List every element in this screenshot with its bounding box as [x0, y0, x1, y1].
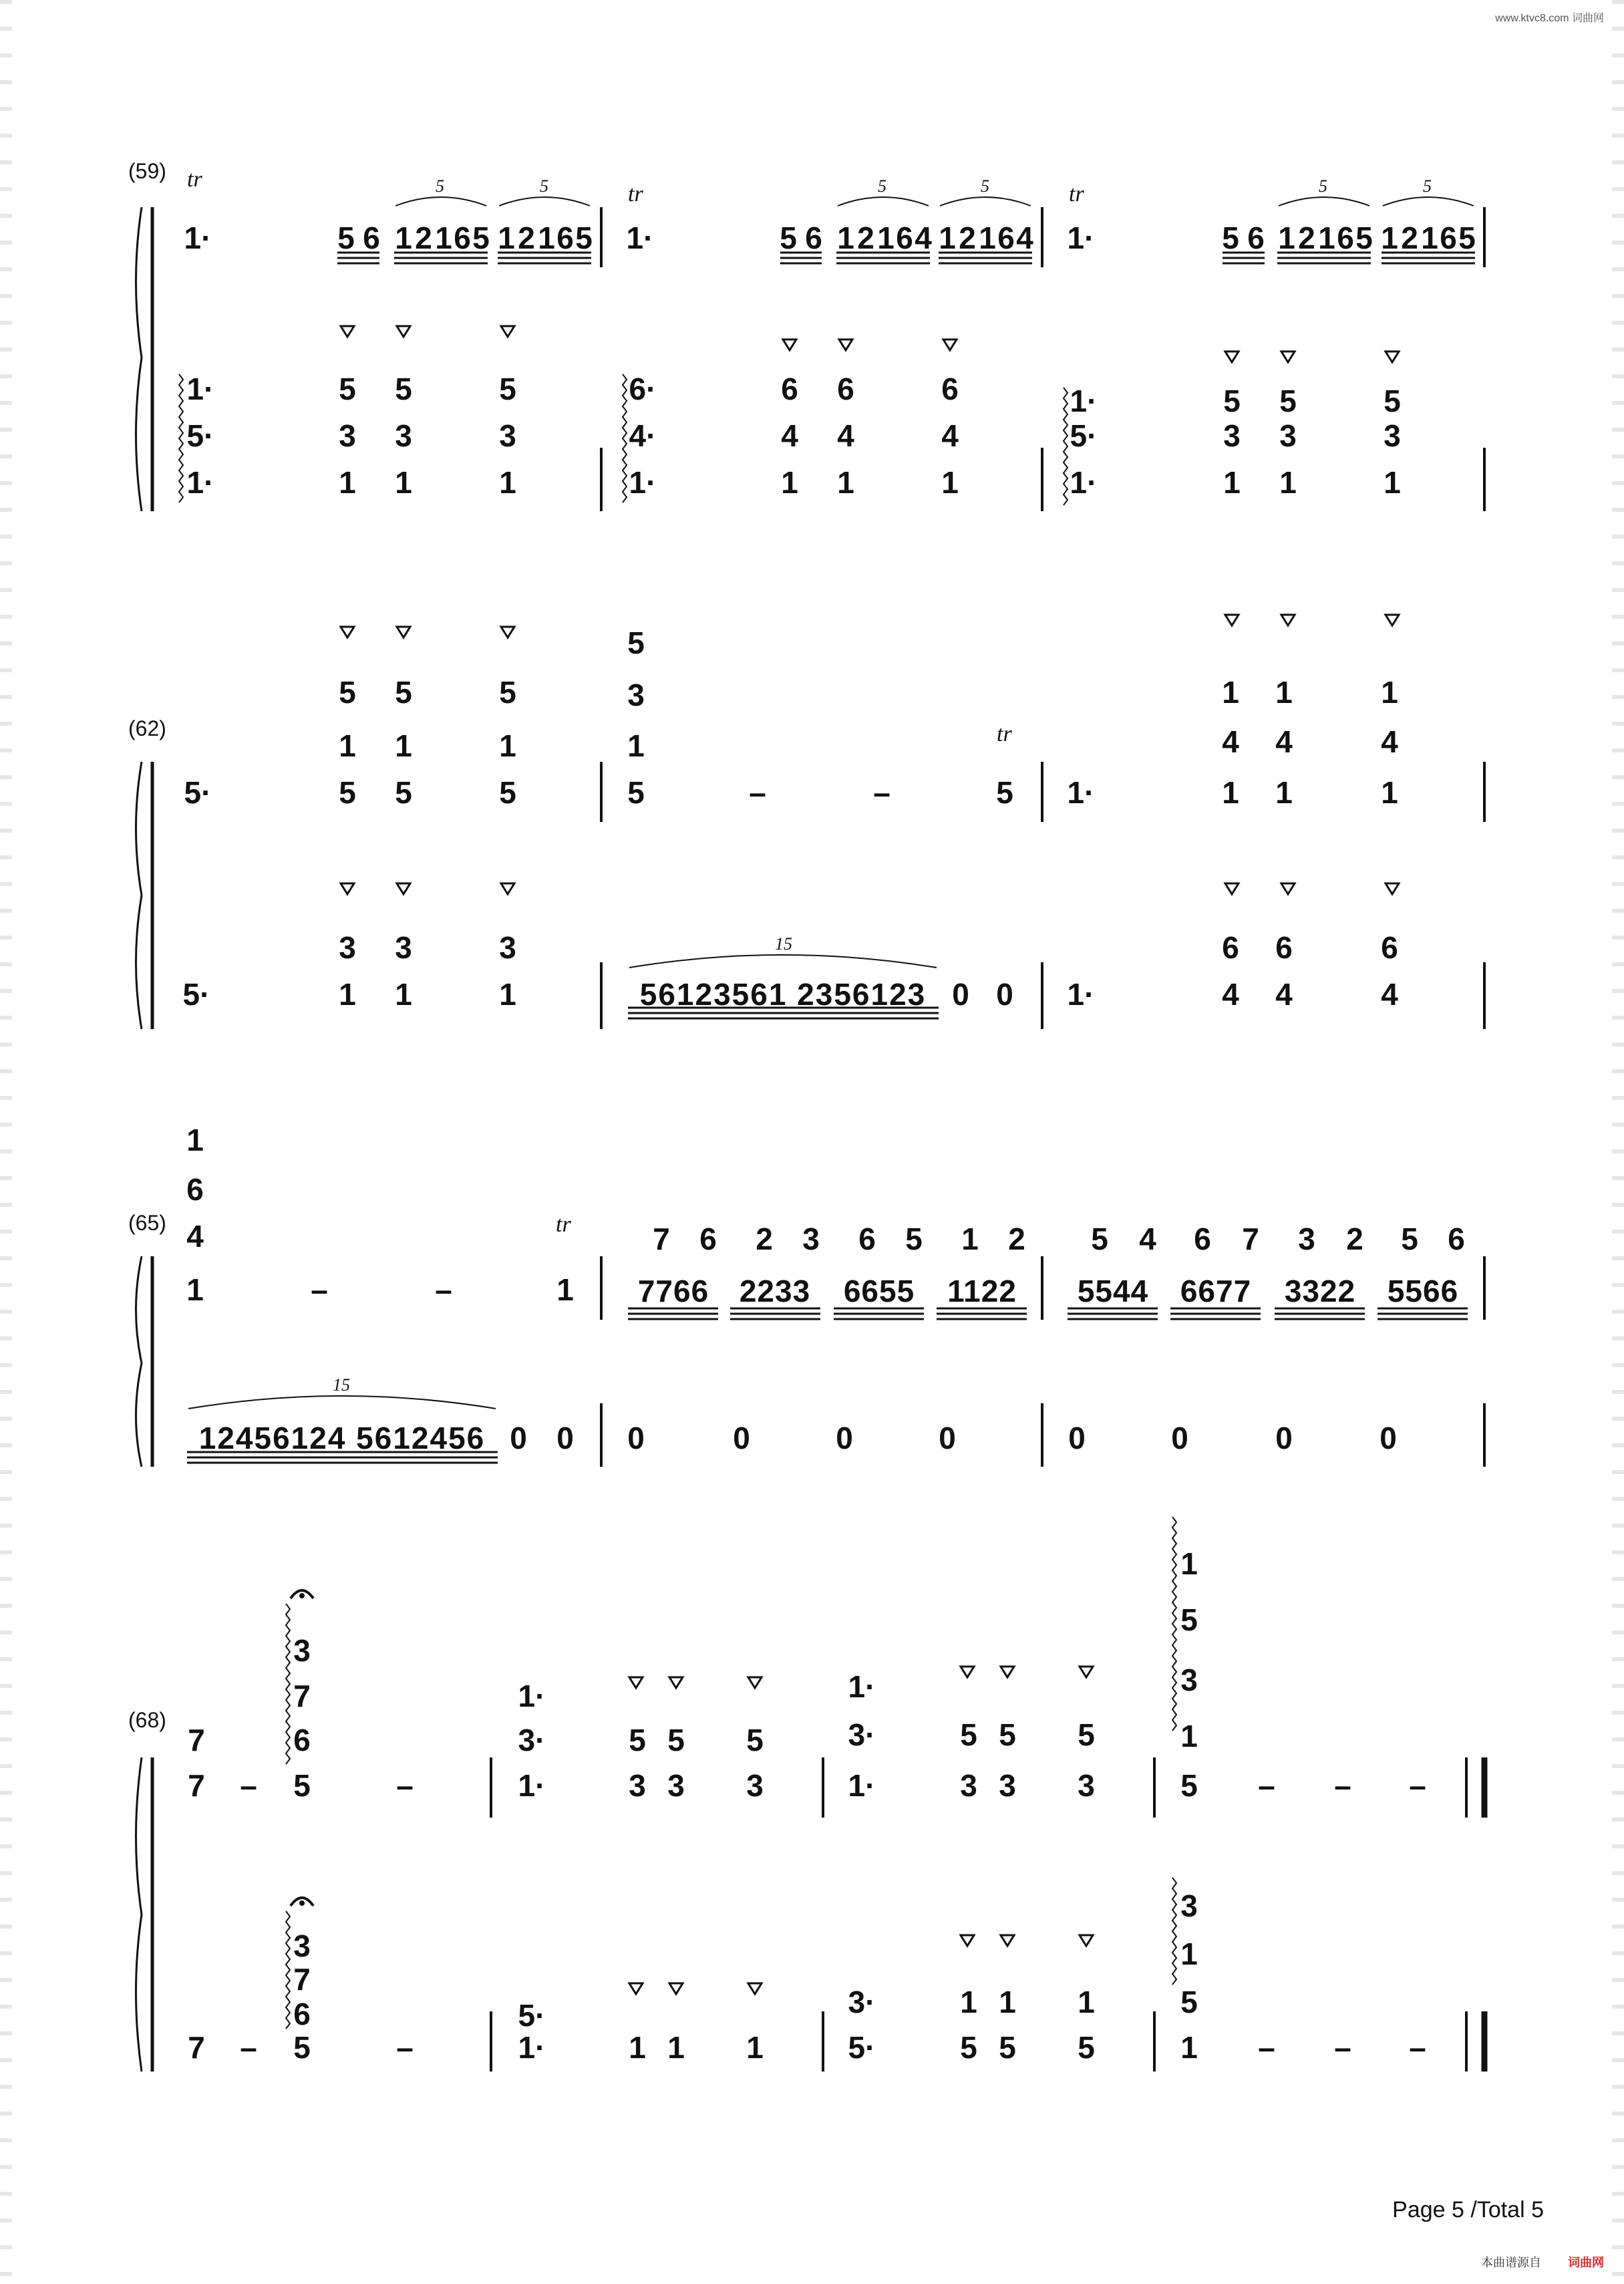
measure-number-68: (68) — [128, 1708, 166, 1732]
rest-dash: – — [240, 1768, 257, 1803]
note: 1 — [339, 977, 356, 1012]
trill-mark: tr — [556, 1212, 571, 1237]
note: 1· — [1070, 465, 1098, 500]
note: 5 — [293, 2030, 311, 2065]
note: 1 — [435, 221, 452, 255]
note: 2 — [415, 221, 432, 255]
note: 2 — [1298, 221, 1315, 255]
note: 5 — [337, 221, 355, 255]
note: 6 — [1194, 1222, 1211, 1256]
tuplet-number: 5 — [1423, 176, 1432, 196]
note: 1 — [186, 1123, 204, 1157]
note: 1 — [499, 728, 516, 763]
rest-dash: – — [396, 2030, 414, 2065]
trill-mark: tr — [997, 722, 1012, 746]
note: 1 — [1381, 775, 1398, 810]
note: 5· — [518, 1998, 546, 2033]
note: 3 — [1223, 418, 1241, 453]
run-notes: 12456124 5612456 — [198, 1421, 486, 1455]
note: 5 — [999, 2030, 1016, 2065]
note: 1· — [1067, 775, 1095, 810]
note: 1· — [1067, 221, 1095, 255]
note: 6 — [896, 221, 913, 255]
note: 3 — [667, 1768, 685, 1803]
tuplet-number: 5 — [540, 176, 548, 196]
measure-number-59: (59) — [128, 159, 166, 183]
rest-dash: – — [396, 1768, 414, 1803]
note: 3 — [1180, 1888, 1198, 1923]
rest-zero: 0 — [556, 1421, 574, 1455]
note: 6 — [805, 221, 822, 255]
note: 5 — [1384, 384, 1401, 418]
note: 4 — [1016, 221, 1033, 255]
rest-dash: – — [1334, 1768, 1351, 1803]
source-credit — [1481, 2253, 1604, 2271]
rest-zero: 0 — [510, 1421, 527, 1455]
tuplet-number: 5 — [981, 176, 989, 196]
note: 5 — [1458, 221, 1476, 255]
note: 1 — [1223, 465, 1241, 500]
note: 3 — [1279, 418, 1297, 453]
note: 4 — [915, 221, 932, 255]
note: 3 — [999, 1768, 1016, 1803]
note: 5 — [339, 675, 356, 710]
note: 2 — [1401, 221, 1418, 255]
note: 1· — [1070, 384, 1098, 418]
note: 1 — [1318, 221, 1335, 255]
rest-zero: 0 — [939, 1421, 956, 1455]
measure-number-62: (62) — [128, 716, 166, 740]
note: 6 — [1275, 930, 1293, 965]
note: 5 — [1078, 2030, 1095, 2065]
note: 5 — [395, 775, 412, 810]
note: 4 — [186, 1219, 204, 1254]
note-group: 1122 — [947, 1274, 1017, 1308]
page-indicator: Page 5 /Total 5 — [1392, 2197, 1544, 2223]
note: 5 — [1180, 1768, 1198, 1803]
note: 5· — [848, 2030, 876, 2065]
note: 5 — [1078, 1717, 1095, 1752]
rest-zero: 0 — [952, 977, 969, 1012]
trill-mark: tr — [187, 167, 202, 192]
note: 3 — [627, 678, 645, 712]
tuplet-number: 5 — [436, 176, 444, 196]
note: 1 — [1381, 221, 1398, 255]
note: 3· — [848, 1717, 876, 1752]
rest-zero: 0 — [627, 1421, 645, 1455]
note: 1 — [499, 465, 516, 500]
note: 6 — [1247, 221, 1265, 255]
note: 4 — [1139, 1222, 1156, 1256]
note: 5 — [1355, 221, 1373, 255]
run-notes: 56123561 2356123 — [639, 977, 927, 1012]
note: 1 — [1180, 2030, 1198, 2065]
note: 5· — [182, 977, 210, 1012]
note: 6 — [837, 372, 854, 406]
note: 6 — [1448, 1222, 1465, 1256]
tuplet-number: 5 — [878, 176, 886, 196]
rest-dash: – — [749, 775, 766, 810]
note-group: 5544 — [1077, 1274, 1149, 1308]
note: 1 — [395, 728, 412, 763]
trill-mark: tr — [628, 182, 643, 206]
rest-dash: – — [1334, 2030, 1351, 2065]
note: 6 — [1381, 930, 1398, 965]
note: 5 — [667, 1723, 685, 1757]
note: 5 — [1180, 1602, 1198, 1637]
note: 1 — [999, 1985, 1016, 2019]
note: 1 — [1078, 1985, 1095, 2019]
note: 3 — [499, 418, 516, 453]
rest-dash: – — [435, 1272, 452, 1307]
note: 5 — [499, 372, 516, 406]
note: 4 — [941, 418, 959, 453]
note: 1 — [538, 221, 555, 255]
note: 2 — [1008, 1222, 1025, 1256]
note-group: 3322 — [1284, 1274, 1356, 1308]
note: 1 — [1180, 1937, 1198, 1971]
rest-dash: – — [1258, 1768, 1275, 1803]
note: 7 — [188, 1723, 205, 1757]
rest-zero: 0 — [996, 977, 1013, 1012]
note: 6· — [629, 372, 657, 406]
note: 1 — [629, 2030, 646, 2065]
note: 3· — [518, 1723, 546, 1757]
note: 6 — [997, 221, 1015, 255]
note: 5 — [1401, 1222, 1418, 1256]
note-group: 2233 — [739, 1274, 811, 1308]
note: 1 — [781, 465, 798, 500]
note: 1 — [939, 221, 956, 255]
rest-dash: – — [1409, 2030, 1426, 2065]
note: 2 — [518, 221, 535, 255]
note: 3 — [802, 1222, 820, 1256]
note: 1· — [186, 372, 214, 406]
rest-dash: – — [311, 1272, 328, 1307]
note: 1 — [1180, 1546, 1198, 1581]
note: 6 — [454, 221, 471, 255]
note: 5 — [575, 221, 593, 255]
note-group: 6677 — [1180, 1274, 1252, 1308]
note: 7 — [293, 1679, 311, 1713]
note: 6 — [556, 221, 574, 255]
note: 4 — [1381, 724, 1398, 759]
note: 5 — [499, 675, 516, 710]
rest-dash: – — [1409, 1768, 1426, 1803]
note: 7 — [188, 2030, 205, 2065]
rest-dash: – — [1258, 2030, 1275, 2065]
note: 1 — [1180, 1719, 1198, 1753]
note: 5 — [1222, 221, 1239, 255]
note: 3 — [1384, 418, 1401, 453]
note: 6 — [781, 372, 798, 406]
note: 5 — [395, 372, 412, 406]
note: 3 — [960, 1768, 977, 1803]
note: 5 — [996, 775, 1013, 810]
note: 6 — [941, 372, 959, 406]
rest-zero: 0 — [733, 1421, 750, 1455]
note: 5 — [960, 1717, 977, 1752]
note: 4 — [1222, 977, 1239, 1012]
note: 7 — [1242, 1222, 1259, 1256]
note: 4 — [1381, 977, 1398, 1012]
note: 1· — [848, 1669, 876, 1704]
tuplet-number: 15 — [775, 934, 792, 954]
note: 7 — [653, 1222, 670, 1256]
note: 1 — [877, 221, 895, 255]
tuplet-number: 15 — [333, 1375, 350, 1395]
note: 1· — [518, 1768, 546, 1803]
note: 5 — [339, 372, 356, 406]
note: 1 — [837, 221, 854, 255]
note: 1 — [186, 1272, 204, 1307]
note: 1 — [1222, 675, 1239, 710]
note: 1 — [1381, 675, 1398, 710]
note: 2 — [857, 221, 874, 255]
rest-dash: – — [873, 775, 890, 810]
note: 1 — [979, 221, 996, 255]
note: 7 — [293, 1962, 311, 1997]
note: 6 — [363, 221, 380, 255]
note: 1 — [941, 465, 959, 500]
note: 1 — [395, 465, 412, 500]
note: 1 — [667, 2030, 685, 2065]
note: 3 — [339, 418, 356, 453]
note: 5 — [1180, 1985, 1198, 2019]
note: 6 — [293, 1723, 311, 1757]
note: 2 — [959, 221, 976, 255]
note: 3 — [293, 1929, 311, 1963]
note: 1 — [746, 2030, 764, 2065]
note: 2 — [1346, 1222, 1363, 1256]
note: 5 — [627, 775, 645, 810]
note-group: 5566 — [1387, 1274, 1459, 1308]
tuplet-number: 5 — [1319, 176, 1327, 196]
note: 4· — [629, 418, 657, 453]
note: 5 — [1091, 1222, 1108, 1256]
note: 6 — [293, 1997, 311, 2031]
note: 1· — [184, 221, 212, 255]
note: 6 — [1222, 930, 1239, 965]
note: 5 — [780, 221, 797, 255]
note: 3 — [1078, 1768, 1095, 1803]
site-header: www.ktvc8.com 词曲网 — [1495, 13, 1604, 24]
note: 4 — [1222, 724, 1239, 759]
note: 1 — [837, 465, 854, 500]
note: 6 — [186, 1172, 204, 1207]
note: 1 — [339, 465, 356, 500]
note: 4 — [837, 418, 854, 453]
note: 1 — [339, 728, 356, 763]
note: 4 — [1275, 724, 1293, 759]
note: 1 — [1222, 775, 1239, 810]
note-group: 6655 — [843, 1274, 915, 1308]
note: 5 — [629, 1723, 646, 1757]
rest-zero: 0 — [1068, 1421, 1086, 1455]
note: 7 — [188, 1768, 205, 1803]
note: 2 — [756, 1222, 773, 1256]
note: 1 — [556, 1272, 574, 1307]
note: 1· — [518, 2030, 546, 2065]
note: 1 — [1278, 221, 1295, 255]
note: 5 — [395, 675, 412, 710]
rest-zero: 0 — [836, 1421, 853, 1455]
note: 1· — [629, 465, 657, 500]
note: 5· — [186, 418, 214, 453]
note: 5 — [960, 2030, 977, 2065]
note: 5 — [746, 1723, 764, 1757]
trill-mark: tr — [1069, 182, 1084, 206]
note: 3· — [848, 1985, 876, 2019]
note: 5 — [627, 625, 645, 660]
note: 5 — [339, 775, 356, 810]
note: 3 — [499, 930, 516, 965]
note: 3 — [395, 930, 412, 965]
note: 1 — [1279, 465, 1297, 500]
note: 3 — [293, 1633, 311, 1668]
note: 1 — [395, 221, 412, 255]
note: 5 — [1279, 384, 1297, 418]
note: 5 — [905, 1222, 923, 1256]
note: 1 — [1384, 465, 1401, 500]
note: 1 — [1275, 675, 1293, 710]
note: 1· — [848, 1768, 876, 1803]
note-group: 7766 — [637, 1274, 709, 1308]
note: 1· — [186, 465, 214, 500]
rest-zero: 0 — [1171, 1421, 1188, 1455]
note: 6 — [699, 1222, 717, 1256]
note: 1 — [498, 221, 515, 255]
note: 5 — [1223, 384, 1241, 418]
note: 5 — [472, 221, 490, 255]
note: 5 — [999, 1717, 1016, 1752]
note: 1 — [961, 1222, 979, 1256]
source-credit-label: 本曲谱源自 — [1481, 2256, 1541, 2269]
note: 6 — [858, 1222, 876, 1256]
note: 3 — [746, 1768, 764, 1803]
rest-zero: 0 — [1379, 1421, 1397, 1455]
note: 5· — [184, 775, 212, 810]
note: 5· — [1070, 418, 1098, 453]
note: 1· — [626, 221, 654, 255]
note: 6 — [1337, 221, 1354, 255]
note: 6 — [1440, 221, 1457, 255]
rest-dash: – — [240, 2030, 257, 2065]
note: 3 — [395, 418, 412, 453]
note: 3 — [1180, 1663, 1198, 1697]
note: 4 — [1275, 977, 1293, 1012]
note: 3 — [339, 930, 356, 965]
note: 3 — [1298, 1222, 1315, 1256]
note: 3 — [629, 1768, 646, 1803]
note: 1 — [1275, 775, 1293, 810]
note: 1 — [627, 728, 645, 763]
note: 1· — [1067, 977, 1095, 1012]
note: 1 — [499, 977, 516, 1012]
rest-zero: 0 — [1275, 1421, 1293, 1455]
note: 5 — [293, 1768, 311, 1803]
note: 1 — [395, 977, 412, 1012]
note: 5 — [499, 775, 516, 810]
note: 1· — [518, 1679, 546, 1713]
note: 4 — [781, 418, 798, 453]
measure-number-65: (65) — [128, 1211, 166, 1235]
site-logo-text: 词曲网 — [1568, 2256, 1604, 2269]
note: 1 — [1421, 221, 1438, 255]
note: 1 — [960, 1985, 977, 2019]
